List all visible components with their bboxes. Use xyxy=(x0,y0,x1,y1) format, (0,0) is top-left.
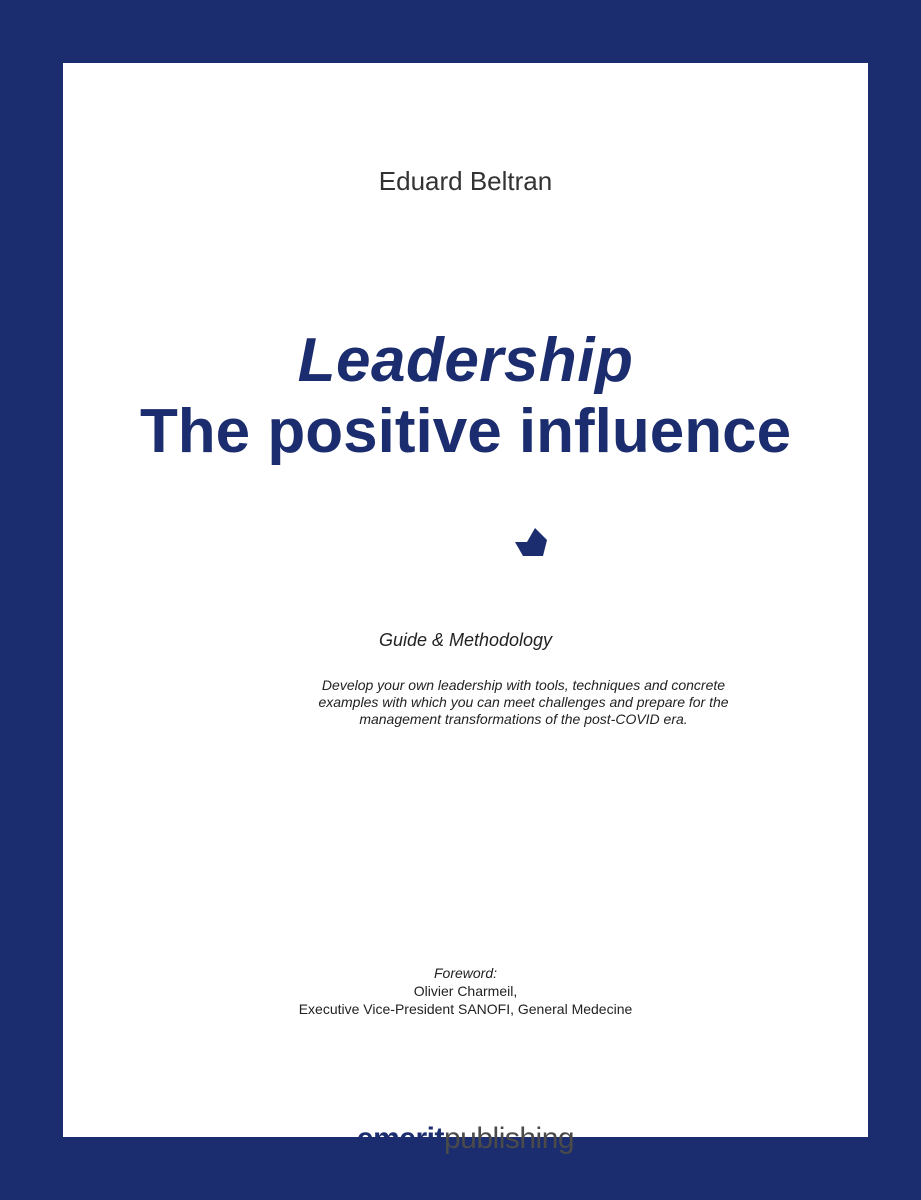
cover-page xyxy=(63,63,868,1155)
publisher-logo xyxy=(63,1122,868,1156)
foreword-author-role: Executive Vice-President SANOFI, General Medecine xyxy=(298,1001,633,1017)
arrowhead-emblem-icon xyxy=(511,524,551,564)
foreword-label: Foreword: xyxy=(433,965,498,981)
book-title-line-1: Leadership xyxy=(297,326,634,395)
subtitle: Guide & Methodology xyxy=(378,630,553,650)
publisher-name-part2: publishing xyxy=(443,1122,575,1155)
book-title-line-2: The positive influence xyxy=(139,397,792,466)
foreword-block xyxy=(63,964,868,1018)
foreword-author: Olivier Charmeil, xyxy=(413,983,518,999)
description: Develop your own leadership with tools, techniques and concrete examples with which you can meet challenges and prepare for the management transformations of the post-COVID era. xyxy=(318,677,729,727)
author-name: Eduard Beltran xyxy=(378,166,553,196)
publisher-name-part1: emerit xyxy=(356,1122,444,1155)
